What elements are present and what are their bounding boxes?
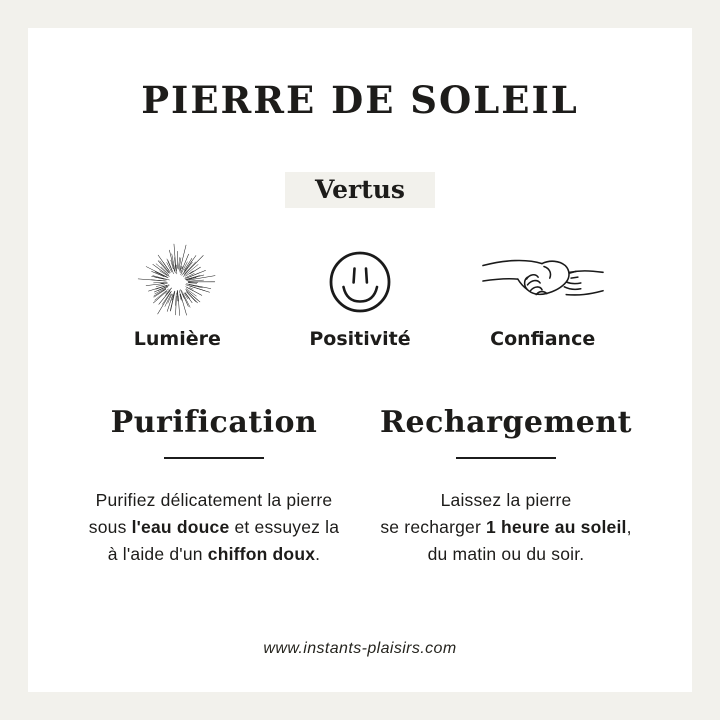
virtue-item-lumiere <box>86 244 269 352</box>
virtues-row <box>86 244 634 352</box>
section-body <box>360 487 652 568</box>
virtues-badge: Vertus <box>285 172 435 208</box>
badge-row <box>28 172 692 208</box>
smiley-icon <box>327 244 393 320</box>
section-rechargement <box>360 402 652 568</box>
virtue-label: Lumière <box>133 328 221 351</box>
care-sections-row <box>68 402 652 568</box>
sunburst-icon <box>137 244 217 320</box>
virtue-label: Positivité <box>309 328 411 351</box>
section-purification <box>68 402 360 568</box>
body-line: se recharger 1 heure au soleil, <box>380 517 632 538</box>
section-heading: Rechargement <box>380 405 632 441</box>
section-body <box>68 487 360 568</box>
body-line: du matin ou du soir. <box>427 544 585 565</box>
handshake-icon <box>482 244 604 320</box>
heading-underline <box>164 457 264 459</box>
page-title: PIERRE DE SOLEIL <box>141 78 579 122</box>
body-line: Laissez la pierre <box>440 490 572 511</box>
website-footer: www.instants-plaisirs.com <box>263 640 457 657</box>
virtue-label: Confiance <box>490 328 596 351</box>
section-heading: Purification <box>110 405 318 441</box>
body-line: à l'aide d'un chiffon doux. <box>107 544 321 565</box>
body-line: Purifiez délicatement la pierre <box>95 490 333 511</box>
virtue-item-confiance <box>451 244 634 352</box>
body-line: sous l'eau douce et essuyez la <box>88 517 340 538</box>
virtue-item-positivite <box>269 244 452 352</box>
heading-underline <box>456 457 556 459</box>
info-card <box>28 28 692 692</box>
